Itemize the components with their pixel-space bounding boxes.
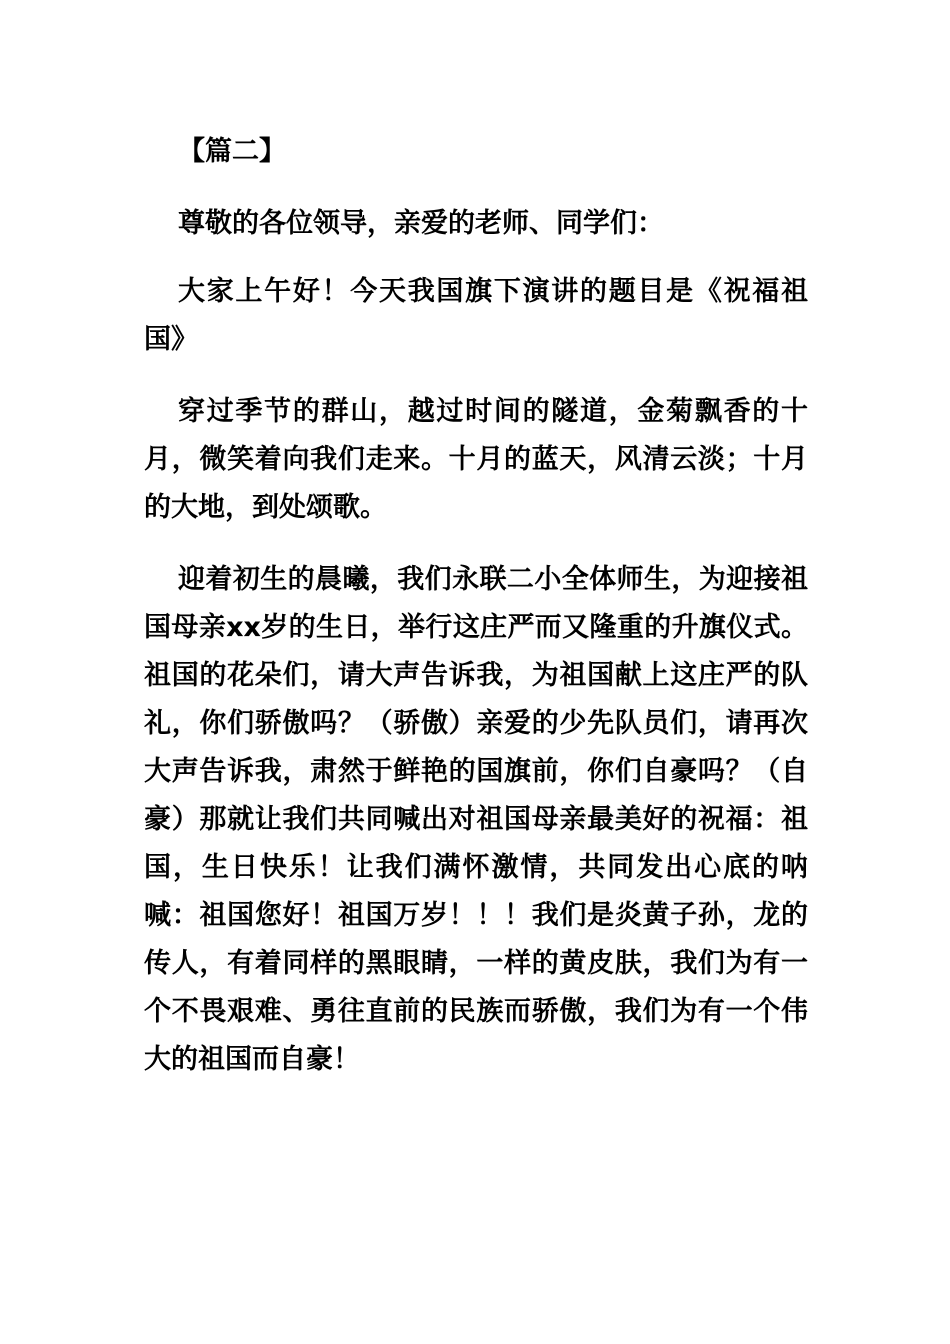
greeting-paragraph: 大家上午好！今天我国旗下演讲的题目是《祝福祖国》 — [144, 276, 808, 355]
october-paragraph: 穿过季节的群山，越过时间的隧道，金菊飘香的十月，微笑着向我们走来。十月的蓝天，风清云淡；十月的大地，到处颂歌。 — [144, 396, 808, 523]
ceremony-paragraph: 迎着初生的晨曦，我们永联二小全体师生，为迎接祖国母亲xx岁的生日，举行这庄严而又隆重的升旗仪式。祖国的花朵们，请大声告诉我，为祖国献上这庄严的队礼，你们骄傲吗？（骄傲）亲爱的少先队员们，请再次大声告诉我，肃然于鲜艳的国旗前，你们自豪吗？（自豪）那就让我们共同喊出对祖国母亲最美好的祝福：祖国，生日快乐！让我们满怀激情，共同发出心底的呐喊：祖国您好！祖国万岁！！！我们是炎黄子孙，龙的传人，有着同样的黑眼睛，一样的黄皮肤，我们为有一个不畏艰难、勇往直前的民族而骄傲，我们为有一个伟大的祖国而自豪！ — [144, 564, 808, 1075]
salutation-paragraph: 尊敬的各位领导，亲爱的老师、同学们： — [178, 208, 664, 239]
section-title: 【篇二】 — [178, 136, 286, 167]
document-body — [144, 128, 808, 1084]
